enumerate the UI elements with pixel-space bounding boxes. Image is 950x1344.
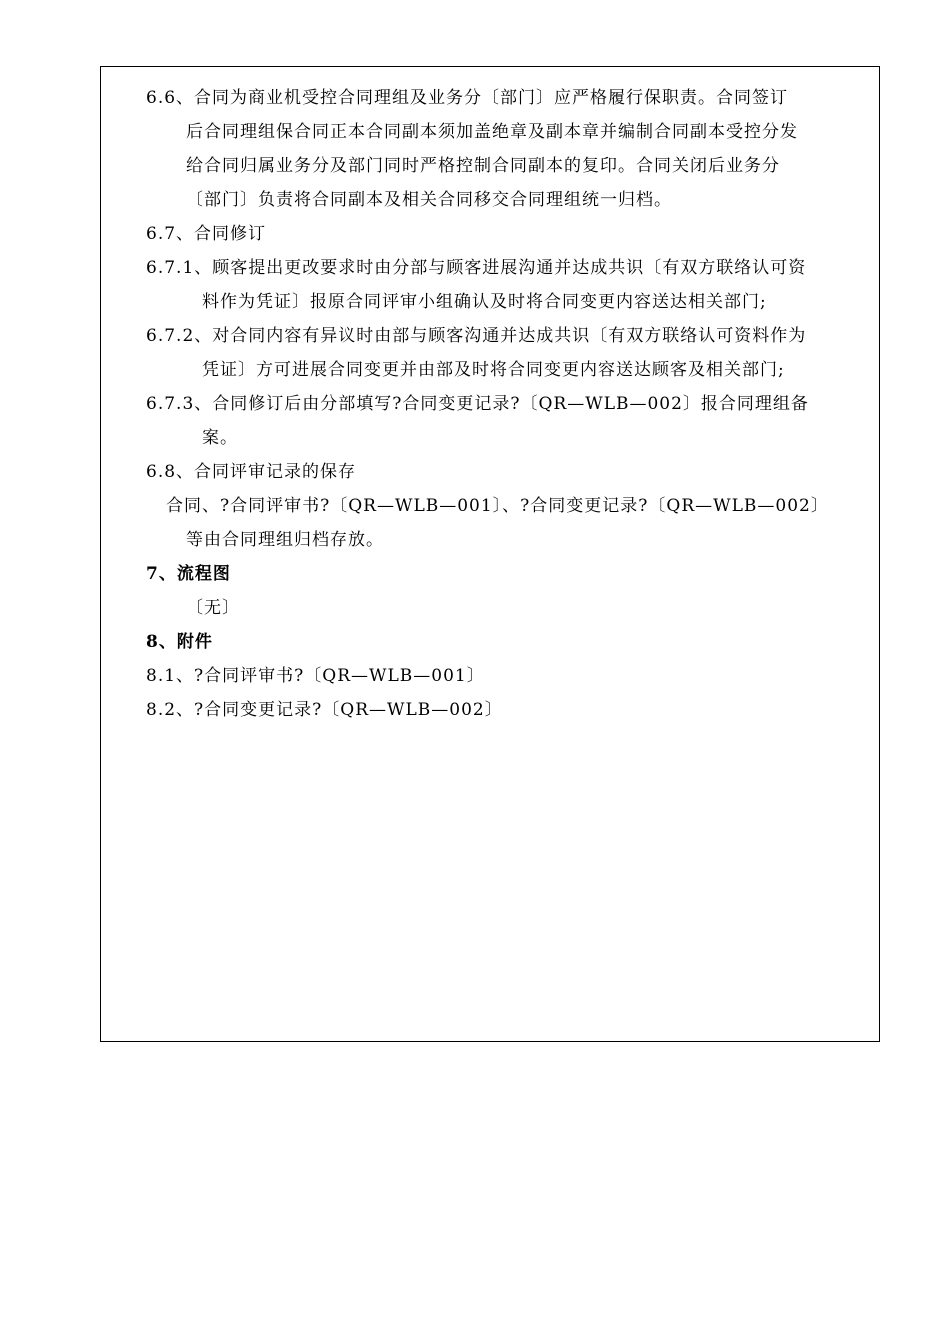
section-8-title: 8、附件 — [146, 632, 213, 652]
section-6-7 — [146, 217, 846, 455]
section-6-7-2-line: 凭证〕方可进展合同变更并由部及时将合同变更内容送达顾客及相关部门; — [202, 360, 785, 380]
section-6-8-line: 等由合同理组归档存放。 — [186, 530, 384, 550]
section-6-8 — [146, 455, 846, 557]
section-6-6-line: 后合同理组保合同正本合同副本须加盖绝章及副本章并编制合同副本受控分发 — [186, 122, 798, 142]
section-6-6-line: 〔部门〕负责将合同副本及相关合同移交合同理组统一归档。 — [186, 190, 672, 210]
section-7-title: 7、流程图 — [146, 564, 231, 584]
attachment-item: 8.1、?合同评审书?〔QR—WLB—001〕 — [146, 666, 485, 686]
section-6-8-title: 6.8、合同评审记录的保存 — [146, 462, 357, 482]
document-frame — [100, 66, 880, 1042]
section-6-7-1-line: 料作为凭证〕报原合同评审小组确认及时将合同变更内容送达相关部门; — [202, 292, 767, 312]
section-7 — [146, 557, 846, 625]
section-6-6-line: 给合同归属业务分及部门同时严格控制合同副本的复印。合同关闭后业务分 — [186, 156, 780, 176]
section-6-7-3-line: 案。 — [202, 428, 238, 448]
document-body — [146, 81, 846, 727]
attachment-item: 8.2、?合同变更记录?〔QR—WLB—002〕 — [146, 700, 503, 720]
section-6-7-title: 6.7、合同修订 — [146, 224, 267, 244]
section-6-7-3-line: 6.7.3、合同修订后由分部填写?合同变更记录?〔QR—WLB—002〕报合同理组备 — [146, 394, 809, 414]
section-6-7-2-line: 6.7.2、对合同内容有异议时由部与顾客沟通并达成共识〔有双方联络认可资料作为 — [146, 326, 807, 346]
section-6-8-line: 合同、?合同评审书?〔QR—WLB—001〕、?合同变更记录?〔QR—WLB—002〕 — [166, 496, 829, 516]
section-6-6 — [146, 81, 846, 217]
section-8 — [146, 625, 846, 727]
section-6-6-line: 6.6、合同为商业机受控合同理组及业务分〔部门〕应严格履行保职责。合同签订 — [146, 88, 789, 108]
section-7-body: 〔无〕 — [186, 598, 240, 618]
section-6-7-1-line: 6.7.1、顾客提出更改要求时由分部与顾客进展沟通并达成共识〔有双方联络认可资 — [146, 258, 807, 278]
